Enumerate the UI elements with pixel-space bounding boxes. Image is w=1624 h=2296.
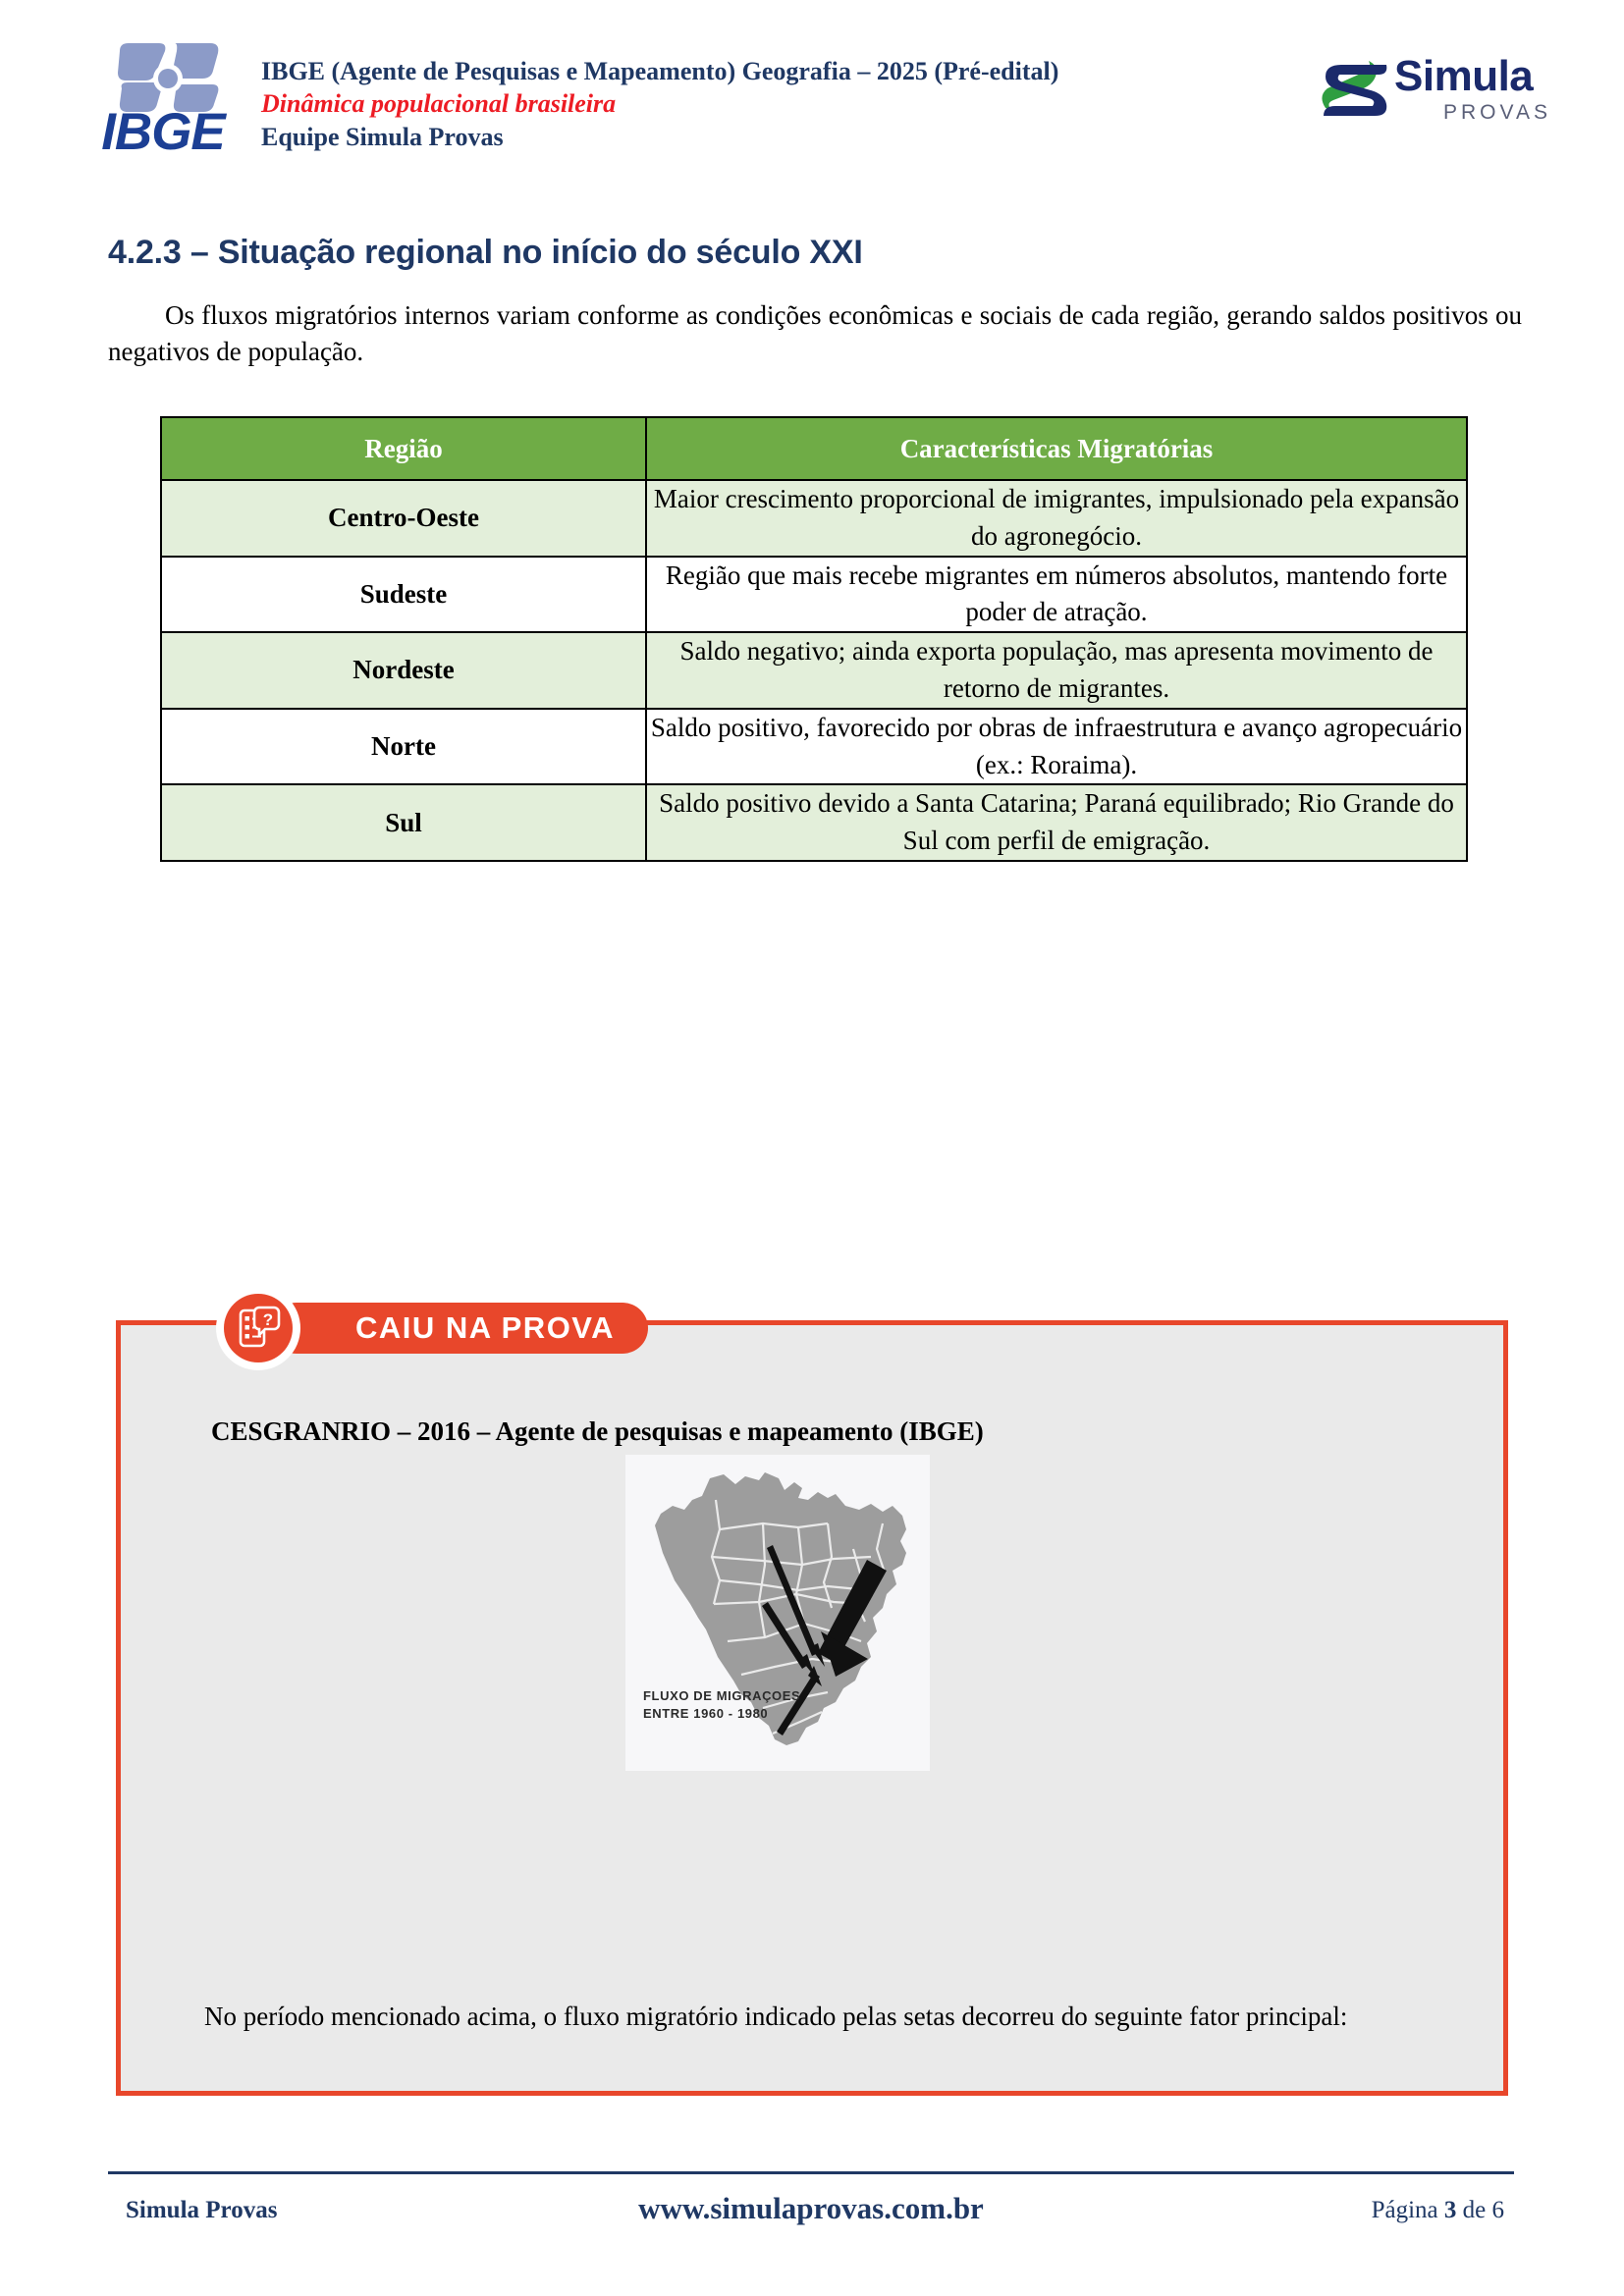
- question-source: CESGRANRIO – 2016 – Agente de pesquisas e mapeamento (IBGE): [211, 1416, 984, 1446]
- footer-page-prefix: Página: [1371, 2197, 1438, 2223]
- table-cell-region: Sul: [161, 784, 646, 861]
- table-header-row: [161, 417, 1467, 480]
- regions-table: [160, 416, 1468, 862]
- header-title-block: [261, 55, 1282, 153]
- header-team-name: Equipe Simula Provas: [261, 122, 504, 151]
- footer-divider: [108, 2171, 1514, 2174]
- regions-table-wrapper: [160, 416, 1466, 862]
- table-cell-region: Centro-Oeste: [161, 480, 646, 557]
- table-row: [161, 557, 1467, 633]
- checklist-question-icon: [234, 1304, 283, 1353]
- migration-map-figure: [625, 1455, 930, 1771]
- table-cell-region: Sudeste: [161, 557, 646, 633]
- badge-circle-fill: [224, 1294, 293, 1362]
- simula-swoosh-icon: [1314, 51, 1390, 122]
- page-header: [0, 0, 1624, 196]
- header-topic-title: Dinâmica populacional brasileira: [261, 89, 617, 119]
- svg-text:?: ?: [262, 1310, 274, 1329]
- table-row: [161, 709, 1467, 785]
- ibge-logo-text: IBGE: [101, 103, 225, 161]
- table-cell-region: Norte: [161, 709, 646, 785]
- simula-logo-text: Simula: [1394, 52, 1534, 100]
- ibge-logo: [94, 41, 232, 161]
- table-header-region: Região: [161, 417, 646, 480]
- section-heading: 4.2.3 – Situação regional no início do século XXI: [108, 234, 863, 271]
- footer-website[interactable]: www.simulaprovas.com.br: [638, 2191, 984, 2225]
- table-row: [161, 784, 1467, 861]
- map-caption-line1: FLUXO DE MIGRAÇOES: [643, 1688, 801, 1703]
- simula-logo-subtext: PROVAS: [1443, 101, 1551, 124]
- caiu-na-prova-label: CAIU NA PROVA: [271, 1303, 648, 1354]
- footer-page-current: 3: [1443, 2197, 1457, 2223]
- footer-page-suffix: de 6: [1462, 2197, 1504, 2223]
- brazil-migration-map: [625, 1455, 930, 1771]
- header-course-title: IBGE (Agente de Pesquisas e Mapeamento) Geografia – 2025 (Pré-edital): [261, 57, 1059, 85]
- table-row: [161, 632, 1467, 709]
- table-cell-description: Saldo negativo; ainda exporta população, mas apresenta movimento de retorno de migrantes.: [646, 632, 1467, 709]
- table-cell-description: Saldo positivo devido a Santa Catarina; Paraná equilibrado; Rio Grande do Sul com perfil de emigração.: [646, 784, 1467, 861]
- table-header-characteristics: Características Migratórias: [646, 417, 1467, 480]
- footer-brand: Simula Provas: [126, 2197, 278, 2223]
- table-cell-description: Região que mais recebe migrantes em números absolutos, mantendo forte poder de atração.: [646, 557, 1467, 633]
- page-footer: [108, 2191, 1514, 2240]
- footer-page-number: [1372, 2197, 1504, 2224]
- simula-provas-logo: [1314, 47, 1561, 130]
- intro-paragraph: Os fluxos migratórios internos variam conforme as condições econômicas e sociais de cada região, gerando saldos positivos ou negativos de população.: [108, 300, 1522, 367]
- table-cell-region: Nordeste: [161, 632, 646, 709]
- table-cell-description: Saldo positivo, favorecido por obras de infraestrutura e avanço agropecuário (ex.: Roraima).: [646, 709, 1467, 785]
- badge-circle-frame: [216, 1286, 300, 1370]
- table-row: [161, 480, 1467, 557]
- question-stem: No período mencionado acima, o fluxo migratório indicado pelas setas decorreu do seguinte fator principal:: [204, 2002, 1348, 2031]
- map-caption-line2: ENTRE 1960 - 1980: [643, 1706, 769, 1721]
- table-cell-description: Maior crescimento proporcional de imigrantes, impulsionado pela expansão do agronegócio.: [646, 480, 1467, 557]
